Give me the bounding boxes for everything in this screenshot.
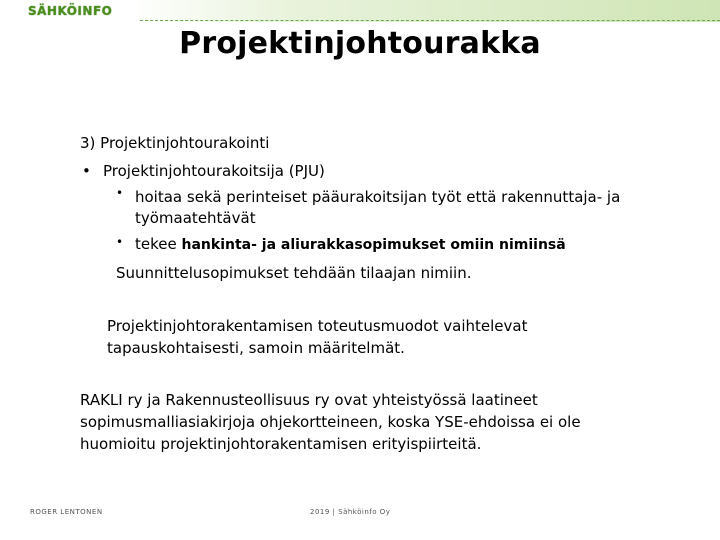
para-2-line-2: sopimusmalliasiakirjoja ohjekortteineen, koska YSE-ehdoissa ei ole bbox=[80, 413, 581, 431]
sub-bullet-1-line-1: hoitaa sekä perinteiset pääurakoitsijan työt että rakennuttaja- ja bbox=[135, 188, 621, 206]
sub-bullet-dot: • bbox=[116, 186, 124, 200]
bullet-pju: Projektinjohtourakoitsija (PJU) bbox=[103, 162, 325, 180]
suunnittelu-line: Suunnittelusopimukset tehdään tilaajan nimiin. bbox=[116, 264, 472, 282]
section-heading: 3) Projektinjohtourakointi bbox=[80, 134, 270, 152]
footer-copyright: 2019 | Sähköinfo Oy bbox=[310, 508, 391, 516]
footer-author: ROGER LENTONEN bbox=[30, 508, 103, 516]
bullet-dot: • bbox=[82, 162, 91, 180]
sub-bullet-dot: • bbox=[116, 235, 124, 249]
sub-bullet-2 bbox=[135, 233, 566, 256]
para-2-line-3: huomioitu projektinjohtorakentamisen erityispiirteitä. bbox=[80, 435, 482, 453]
para-2-line-1: RAKLI ry ja Rakennusteollisuus ry ovat yhteistyössä laatineet bbox=[80, 391, 538, 409]
slide-title: Projektinjohtourakka bbox=[179, 26, 541, 61]
sub-bullet-2-prefix: tekee bbox=[135, 235, 182, 253]
para-1-line-1: Projektinjohtorakentamisen toteutusmuodot vaihtelevat bbox=[107, 317, 528, 335]
sub-bullet-2-bold: hankinta- ja aliurakkasopimukset omiin nimiinsä bbox=[181, 237, 566, 253]
header-divider bbox=[140, 20, 720, 21]
company-logo: SÄHKÖINFO bbox=[28, 4, 113, 18]
para-1-line-2: tapauskohtaisesti, samoin määritelmät. bbox=[107, 339, 405, 357]
sub-bullet-1-line-2: työmaatehtävät bbox=[135, 209, 256, 227]
